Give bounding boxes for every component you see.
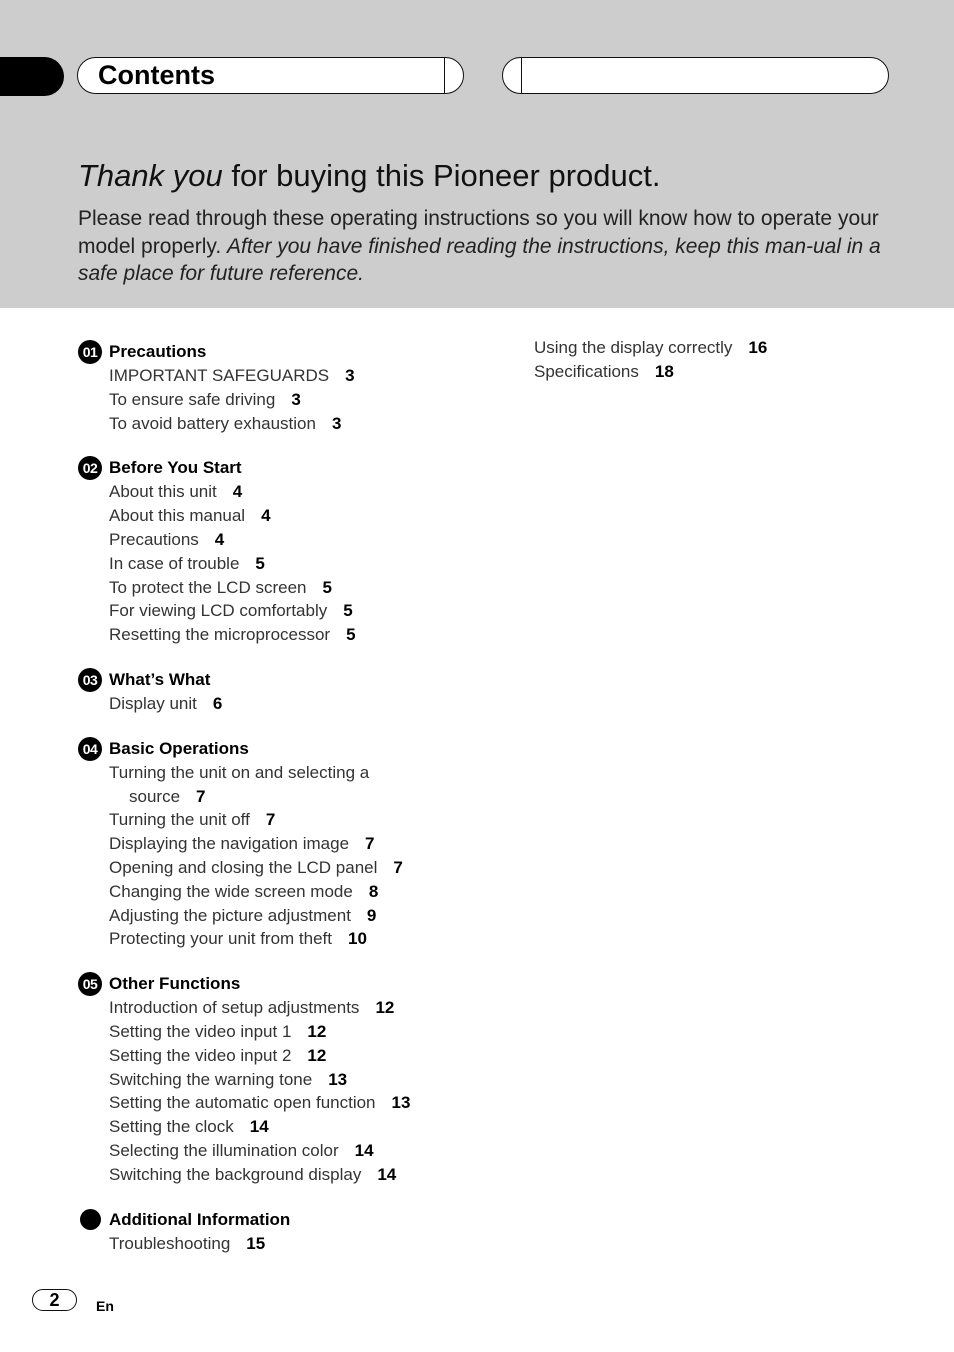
toc-entry[interactable] [109,1091,498,1115]
toc-entry-page: 12 [307,1021,327,1041]
chapter-heading[interactable] [78,668,498,692]
toc-entry-title: Changing the wide screen mode [109,881,353,901]
toc-entry-title: Troubleshooting [109,1233,231,1253]
chapter-entries [78,692,498,716]
toc-chapter [78,668,498,716]
toc-entry-page: 9 [366,905,377,925]
chapter-heading[interactable] [78,1208,498,1232]
toc-entry-title: Setting the automatic open function [109,1093,376,1113]
toc-entry-page: 5 [322,577,332,597]
chapter-entries [78,996,498,1186]
chapter-heading[interactable] [78,340,498,364]
secondary-title-box [502,57,889,94]
chapter-entries [78,1232,498,1256]
toc-entry[interactable] [109,388,498,412]
pill-divider [521,58,522,93]
toc-left-column [78,340,498,1276]
chapter-title: What’s What [109,669,211,689]
toc-entry-page: 7 [196,786,206,806]
toc-entry[interactable] [109,480,498,504]
toc-entry-title: Switching the warning tone [109,1069,313,1089]
section-tab-marker [0,57,64,96]
toc-entry-page: 13 [328,1069,348,1089]
headline-italic: Thank you [78,158,223,193]
toc-entry[interactable] [109,927,498,951]
toc-entry[interactable] [109,1163,498,1187]
language-label: En [96,1298,114,1314]
chapter-entries [78,480,498,647]
toc-entry-title: To protect the LCD screen [109,577,307,597]
chapter-heading[interactable] [78,972,498,996]
toc-entry-page: 7 [365,834,375,854]
toc-entry-title: Setting the clock [109,1117,234,1137]
toc-entry[interactable] [109,576,498,600]
toc-entry-title: To ensure safe driving [109,389,276,409]
toc-entry[interactable] [109,504,498,528]
toc-entry[interactable] [109,832,498,856]
toc-entry[interactable] [109,880,498,904]
toc-entry[interactable] [109,996,498,1020]
toc-entry-title: In case of trouble [109,553,240,573]
section-title-box [77,57,464,94]
chapter-entries [78,761,498,951]
toc-entry[interactable] [109,761,498,809]
chapter-entries [78,364,498,435]
toc-entry-title: To avoid battery exhaustion [109,413,316,433]
toc-entry-page: 14 [249,1117,269,1137]
toc-chapter [78,972,498,1186]
page-number: 2 [32,1289,77,1311]
toc-entry-title: Protecting your unit from theft [109,929,332,949]
toc-entry[interactable] [109,599,498,623]
toc-entry-title: Switching the background display [109,1164,362,1184]
intro-headline [78,158,660,194]
intro-paragraph [78,205,898,288]
toc-entry-title: Resetting the microprocessor [109,625,331,645]
toc-entry-title: For viewing LCD comfortably [109,601,328,621]
toc-entry-title: Selecting the illumination color [109,1140,339,1160]
toc-entry-title: Turning the unit off [109,810,250,830]
chapter-title: Precautions [109,342,207,361]
toc-entry-title: Opening and closing the LCD panel [109,857,378,877]
toc-entry[interactable] [109,1044,498,1068]
toc-entry-page: 14 [354,1140,374,1160]
toc-entry[interactable] [109,856,498,880]
chapter-heading[interactable] [78,456,498,480]
toc-entry[interactable] [109,364,498,388]
toc-entry[interactable] [109,808,498,832]
toc-entry-page: 3 [331,413,342,433]
toc-entry[interactable] [534,360,914,384]
chapter-title: Basic Operations [109,738,249,758]
toc-entry[interactable] [109,904,498,928]
toc-entry[interactable] [109,1139,498,1163]
pill-divider [444,58,445,93]
chapter-number-badge: 04 [78,737,102,761]
toc-entry-page: 5 [343,601,353,621]
page-title: Contents [98,60,215,90]
toc-entry-page: 12 [375,998,395,1018]
toc-entry-page: 15 [246,1233,266,1253]
toc-entry-page: 10 [348,929,367,949]
toc-entry-title: Turning the unit on and selecting a [109,762,370,782]
toc-entry-title: About this unit [109,482,217,502]
toc-entry-page: 8 [368,881,379,901]
toc-entry-page: 14 [377,1164,397,1184]
toc-chapter [78,340,498,435]
toc-entry-title-cont: source [129,786,181,806]
toc-entry-page: 5 [255,553,265,573]
toc-entry-continuation [109,785,498,809]
toc-entry-title: Setting the video input 2 [109,1045,292,1065]
toc-right-column [534,336,914,384]
chapter-number-badge: 02 [78,456,102,480]
toc-entry[interactable] [109,1232,498,1256]
toc-entry-page: 4 [261,506,271,526]
toc-entry-page: 18 [654,361,674,381]
toc-entry[interactable] [109,552,498,576]
toc-entry[interactable] [109,623,498,647]
toc-entry-title: Displaying the navigation image [109,834,350,854]
intro-body-regular: Please read through these operating instructions so you will know how to operate your model properly. [78,207,879,258]
toc-entry-page: 4 [232,482,243,502]
toc-entry-title: Setting the video input 1 [109,1021,292,1041]
chapter-title: Additional Information [109,1209,291,1229]
intro-body-italic: After you have finished reading the instructions, keep this man-ual in a safe place for future reference. [78,234,881,285]
toc-entry-page: 12 [307,1045,327,1065]
toc-entry-title: About this manual [109,506,246,526]
toc-entry-page: 3 [291,389,301,409]
chapter-number-badge: 01 [78,340,102,364]
chapter-number-badge: 05 [78,972,102,996]
chapter-heading[interactable] [78,737,498,761]
toc-entry[interactable] [109,1115,498,1139]
chapter-number-badge: 03 [78,668,102,692]
headline-rest: for buying this Pioneer product. [222,158,661,193]
toc-entry[interactable] [534,336,914,360]
chapter-number-badge [80,1209,101,1230]
toc-entry-page: 3 [345,366,355,385]
toc-entry[interactable] [109,692,498,716]
toc-entry-page: 16 [748,338,768,357]
toc-chapter [78,1208,498,1256]
chapter-title: Before You Start [109,458,242,478]
toc-entry-page: 6 [212,693,223,713]
toc-entry-title: IMPORTANT SAFEGUARDS [109,366,330,385]
toc-entry-page: 4 [214,529,225,549]
toc-entry-title: Specifications [534,361,639,381]
toc-entry[interactable] [109,528,498,552]
toc-entry[interactable] [109,1068,498,1092]
toc-chapter [78,737,498,951]
toc-entry[interactable] [109,1020,498,1044]
toc-entry-title: Display unit [109,693,197,713]
toc-entry-page: 7 [265,810,276,830]
toc-entry-page: 5 [346,625,356,645]
toc-continued-entries [534,336,914,384]
toc-entry-page: 7 [393,857,403,877]
toc-entry-title: Precautions [109,529,199,549]
toc-entry[interactable] [109,412,498,436]
toc-entry-title: Introduction of setup adjustments [109,998,360,1018]
toc-chapter [78,456,498,647]
toc-entry-page: 13 [391,1093,411,1113]
toc-entry-title: Adjusting the picture adjustment [109,905,351,925]
chapter-title: Other Functions [109,974,241,994]
toc-entry-title: Using the display correctly [534,338,733,357]
